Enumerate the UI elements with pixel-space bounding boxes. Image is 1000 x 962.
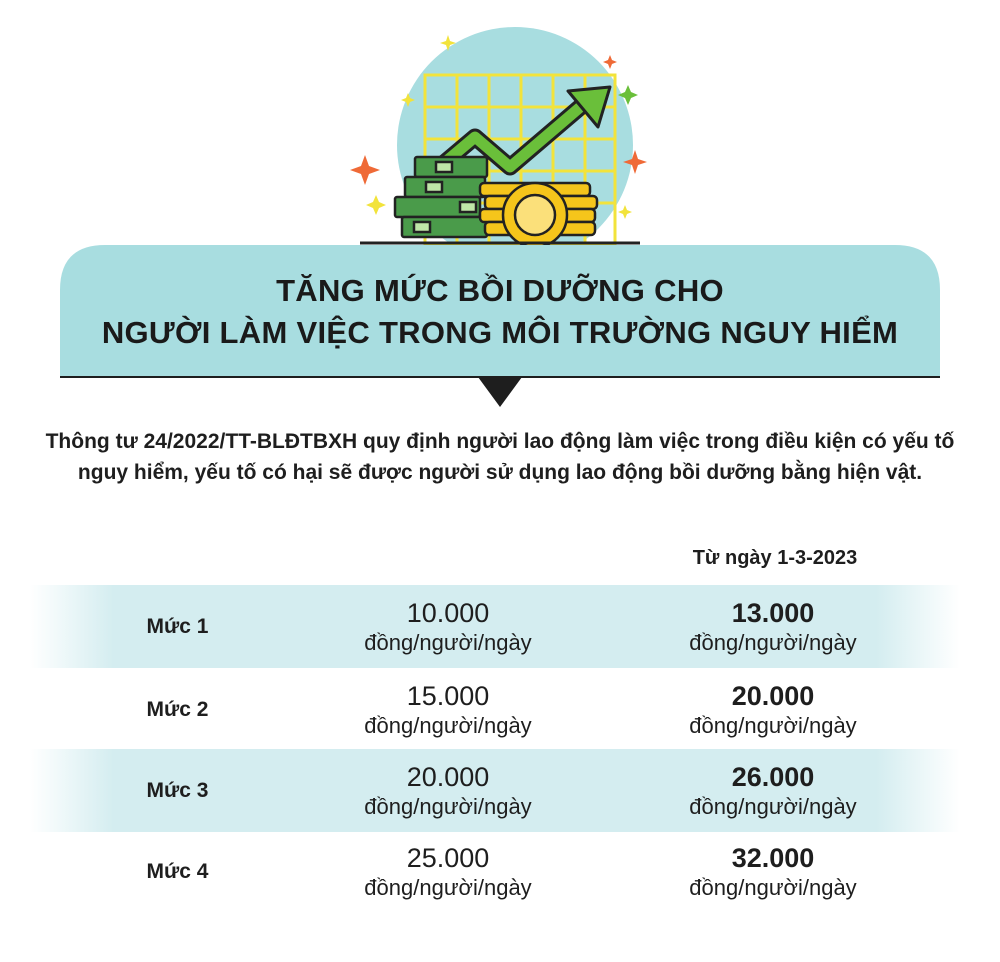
page-title-line-2: NGƯỜI LÀM VIỆC TRONG MÔI TRƯỜNG NGUY HIỂM xyxy=(101,315,899,350)
growth-illustration xyxy=(340,25,660,255)
intro-text: Thông tư 24/2022/TT-BLĐTBXH quy định người lao động làm việc trong điều kiện có yếu tố nguy hiểm, yếu tố có hại sẽ được người sử dụng lao động bồi dưỡng bằng hiện vật. xyxy=(45,430,955,484)
new-rate-value: 32.000 xyxy=(731,843,815,873)
old-rate-cell xyxy=(298,842,598,902)
new-rate-unit: đồng/người/ngày xyxy=(689,875,857,900)
old-rate-value: 20.000 xyxy=(406,762,490,792)
new-rate-cell xyxy=(623,680,923,740)
page-title-line-1: TĂNG MỨC BỒI DƯỠNG CHO xyxy=(276,273,724,308)
level-label: Mức 3 xyxy=(146,779,209,802)
old-rate-unit: đồng/người/ngày xyxy=(364,630,532,655)
level-label: Mức 1 xyxy=(146,615,209,638)
new-column-header: Từ ngày 1-3-2023 xyxy=(692,547,858,569)
old-rate-value: 10.000 xyxy=(406,598,490,628)
banner-pointer xyxy=(478,377,522,407)
level-label: Mức 2 xyxy=(146,698,209,721)
table-row xyxy=(30,749,960,832)
new-rate-unit: đồng/người/ngày xyxy=(689,630,857,655)
new-rate-cell xyxy=(623,761,923,821)
level-label: Mức 4 xyxy=(146,860,209,883)
new-rate-value: 26.000 xyxy=(731,762,815,792)
new-rate-value: 13.000 xyxy=(731,598,815,628)
old-rate-cell xyxy=(298,597,598,657)
new-rate-cell xyxy=(623,842,923,902)
new-rate-cell xyxy=(623,597,923,657)
old-rate-cell xyxy=(298,761,598,821)
old-rate-value: 25.000 xyxy=(406,843,490,873)
old-rate-unit: đồng/người/ngày xyxy=(364,794,532,819)
new-rate-value: 20.000 xyxy=(731,681,815,711)
old-rate-cell xyxy=(298,680,598,740)
table-row xyxy=(30,668,960,751)
new-rate-unit: đồng/người/ngày xyxy=(689,794,857,819)
table-row xyxy=(30,830,960,913)
old-rate-unit: đồng/người/ngày xyxy=(364,875,532,900)
old-rate-value: 15.000 xyxy=(406,681,490,711)
new-rate-unit: đồng/người/ngày xyxy=(689,713,857,738)
table-row xyxy=(30,585,960,668)
old-rate-unit: đồng/người/ngày xyxy=(364,713,532,738)
